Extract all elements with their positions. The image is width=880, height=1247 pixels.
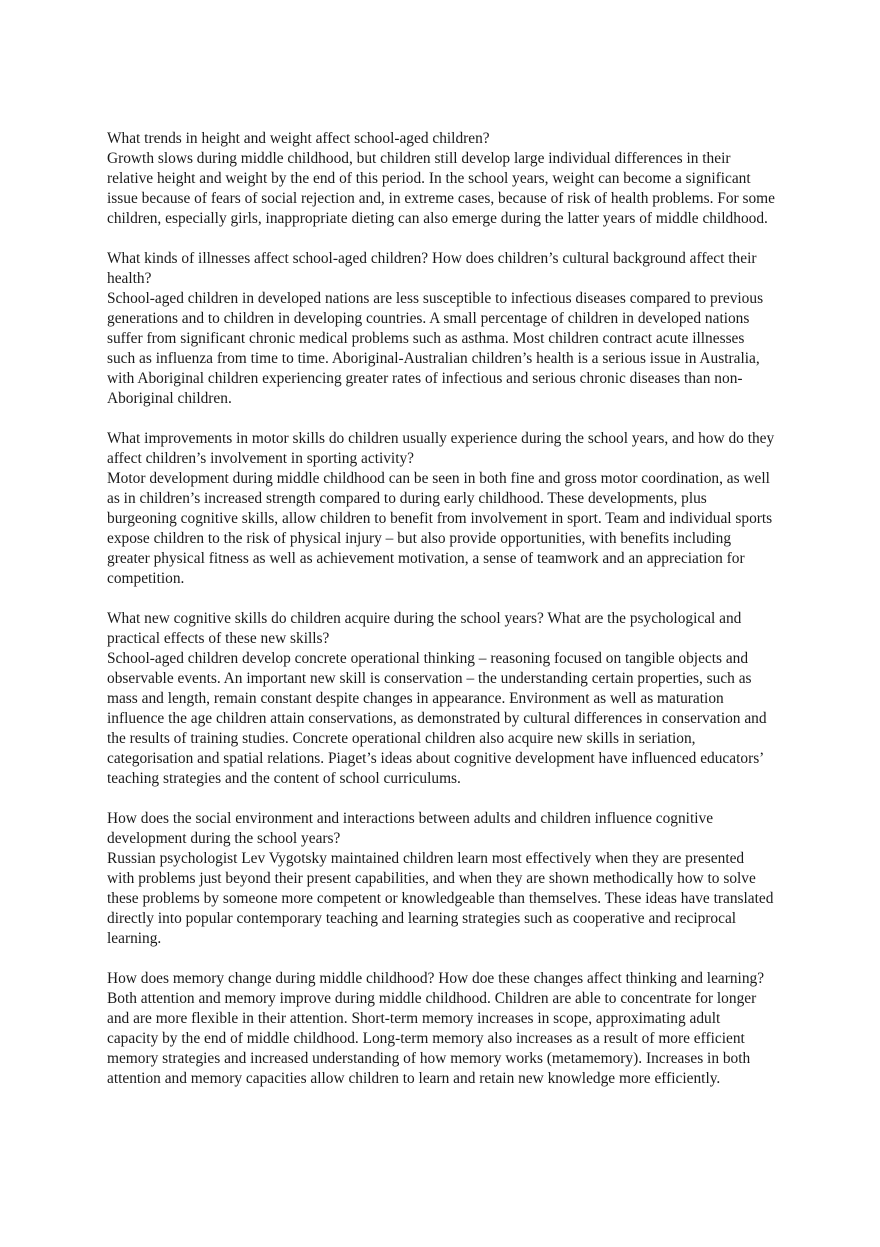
answer-text: Russian psychologist Lev Vygotsky maintained children learn most effectively when they are presented with problems just beyond their present capabilities, and when they are shown methodically how to solve these problems by someone more competent or knowledgeable than themselves. These ideas have translated directly into popular contemporary teaching and learning strategies such as cooperative and reciprocal learning. <box>107 850 774 947</box>
qa-section-cognitive-skills <box>107 609 775 789</box>
question-text: What improvements in motor skills do children usually experience during the school years, and how do they affect children’s involvement in sporting activity? <box>107 430 775 467</box>
qa-section-social-environment <box>107 809 775 949</box>
answer-text: School-aged children in developed nations are less susceptible to infectious diseases compared to previous generations and to children in developing countries. A small percentage of children in developed nations suffer from significant chronic medical problems such as asthma. Most children contract acute illnesses such as influenza from time to time. Aboriginal-Australian children’s health is a serious issue in Australia, with Aboriginal children experiencing greater rates of infectious and serious chronic diseases than non-Aboriginal children. <box>107 290 764 407</box>
question-text: What new cognitive skills do children acquire during the school years? What are the psychological and practical effects of these new skills? <box>107 610 742 647</box>
question-text: How does the social environment and interactions between adults and children influence cognitive development during the school years? <box>107 810 714 847</box>
question-text: What kinds of illnesses affect school-aged children? How does children’s cultural background affect their health? <box>107 250 757 287</box>
qa-section-motor-skills <box>107 429 775 589</box>
answer-text: Both attention and memory improve during middle childhood. Children are able to concentrate for longer and are more flexible in their attention. Short-term memory increases in scope, approximating adult capacity by the end of middle childhood. Long-term memory also increases as a result of more efficient memory strategies and increased understanding of how memory works (metamemory). Increases in both attention and memory capacities allow children to learn and retain new knowledge more efficiently. <box>107 990 757 1087</box>
qa-section-height-weight <box>107 129 775 229</box>
answer-text: Motor development during middle childhood can be seen in both fine and gross motor coordination, as well as in children’s increased strength compared to during early childhood. These developments, plus burgeoning cognitive skills, allow children to benefit from involvement in sport. Team and individual sports expose children to the risk of physical injury – but also provide opportunities, with benefits including greater physical fitness as well as achievement motivation, a sense of teamwork and an appreciation for competition. <box>107 470 773 587</box>
qa-section-illnesses <box>107 249 775 409</box>
answer-text: Growth slows during middle childhood, but children still develop large individual differences in their relative height and weight by the end of this period. In the school years, weight can become a significant issue because of fears of social rejection and, in extreme cases, because of risk of health problems. For some children, especially girls, inappropriate dieting can also emerge during the latter years of middle childhood. <box>107 150 775 227</box>
answer-text: School-aged children develop concrete operational thinking – reasoning focused on tangible objects and observable events. An important new skill is conservation – the understanding certain properties, such as mass and length, remain constant despite changes in appearance. Environment as well as maturation influence the age children attain conservations, as demonstrated by cultural differences in conservation and the results of training studies. Concrete operational children also acquire new skills in seriation, categorisation and spatial relations. Piaget’s ideas about cognitive development have influenced educators’ teaching strategies and the content of school curriculums. <box>107 650 767 787</box>
question-text: How does memory change during middle childhood? How doe these changes affect thinking and learning? <box>107 970 765 987</box>
qa-section-memory <box>107 969 775 1089</box>
document-page <box>107 129 775 1109</box>
question-text: What trends in height and weight affect school-aged children? <box>107 130 490 147</box>
